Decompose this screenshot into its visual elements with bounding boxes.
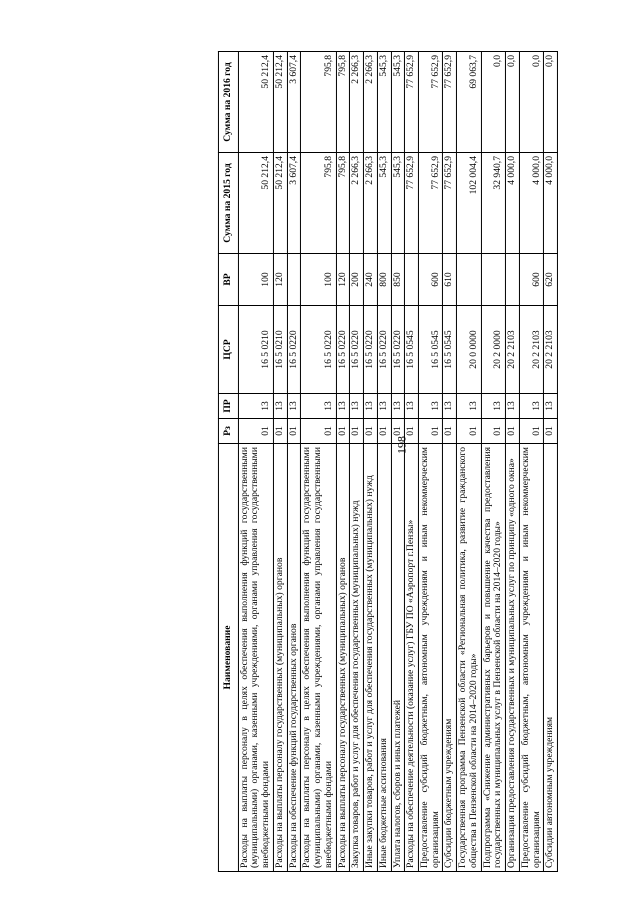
table-row [519, 52, 543, 872]
cell-csr: 16 5 0220 [287, 306, 301, 394]
cell-sum-2016: 0,0 [481, 52, 505, 153]
cell-csr: 20 0 0000 [457, 306, 481, 394]
cell-sum-2016: 50 212,4 [273, 52, 287, 153]
cell-rz: 01 [287, 419, 301, 444]
cell-sum-2016: 545,3 [391, 52, 405, 153]
header-vr: ВР [218, 254, 238, 306]
header-sum-2016: Сумма на 2016 год [218, 52, 238, 153]
cell-sum-2015: 50 212,4 [273, 153, 287, 254]
cell-rz: 01 [364, 419, 378, 444]
cell-csr: 16 5 0220 [350, 306, 364, 394]
cell-pr: 13 [481, 394, 505, 419]
cell-rz: 01 [273, 419, 287, 444]
cell-sum-2016: 3 607,4 [287, 52, 301, 153]
cell-rz: 01 [506, 419, 520, 444]
table-row [391, 52, 405, 872]
cell-rz: 01 [336, 419, 350, 444]
cell-pr: 13 [405, 394, 419, 419]
cell-rz: 01 [457, 419, 481, 444]
cell-pr: 13 [336, 394, 350, 419]
cell-csr: 20 2 2103 [544, 306, 558, 394]
cell-vr: 100 [301, 254, 336, 306]
cell-vr: 600 [519, 254, 543, 306]
cell-sum-2015: 77 652,9 [418, 153, 442, 254]
cell-vr: 850 [391, 254, 405, 306]
cell-sum-2016: 0,0 [544, 52, 558, 153]
cell-name: Уплата налогов, сборов и иных платежей [391, 444, 405, 872]
cell-sum-2015: 795,8 [301, 153, 336, 254]
cell-name: Иные закупки товаров, работ и услуг для обеспечения государственных (муниципальных) нужд [364, 444, 378, 872]
cell-vr [457, 254, 481, 306]
cell-csr: 16 5 0210 [238, 306, 273, 394]
cell-sum-2015: 545,3 [377, 153, 391, 254]
cell-vr: 120 [273, 254, 287, 306]
cell-rz: 01 [301, 419, 336, 444]
cell-pr: 13 [350, 394, 364, 419]
cell-name: Расходы на обеспечение функций государственных органов [287, 444, 301, 872]
cell-pr: 13 [443, 394, 457, 419]
cell-csr: 16 5 0220 [301, 306, 336, 394]
header-name: Наименование [218, 444, 238, 872]
table-row [377, 52, 391, 872]
cell-rz: 01 [481, 419, 505, 444]
cell-rz: 01 [377, 419, 391, 444]
cell-csr: 16 5 0220 [391, 306, 405, 394]
cell-csr: 20 2 2103 [506, 306, 520, 394]
cell-sum-2016: 77 652,9 [418, 52, 442, 153]
table-row [350, 52, 364, 872]
header-pr: ПР [218, 394, 238, 419]
header-rz: Рз [218, 419, 238, 444]
cell-name: Иные бюджетные ассигнования [377, 444, 391, 872]
table-row [443, 52, 457, 872]
table-row [506, 52, 520, 872]
cell-csr: 16 5 0545 [405, 306, 419, 394]
cell-pr: 13 [418, 394, 442, 419]
cell-csr: 16 5 0210 [273, 306, 287, 394]
cell-name: Расходы на обеспечение деятельности (оказание услуг) ГБУ ПО «Аэропорт г.Пензы» [405, 444, 419, 872]
cell-sum-2015: 545,3 [391, 153, 405, 254]
cell-rz: 01 [418, 419, 442, 444]
cell-sum-2015: 2 266,3 [364, 153, 378, 254]
cell-vr: 800 [377, 254, 391, 306]
cell-pr: 13 [273, 394, 287, 419]
cell-pr: 13 [301, 394, 336, 419]
cell-name: Закупка товаров, работ и услуг для обеспечения государственных (муниципальных) нужд [350, 444, 364, 872]
table-row [405, 52, 419, 872]
cell-pr: 13 [391, 394, 405, 419]
cell-sum-2015: 2 266,3 [350, 153, 364, 254]
cell-name: Расходы на выплаты персоналу в целях обеспечения выполнения функций государственными (муниципальными) органами, казенными учреждениями, органами управления государственными внебюджетными фондами [301, 444, 336, 872]
cell-sum-2015: 77 652,9 [405, 153, 419, 254]
cell-name: Субсидии бюджетным учреждениям [443, 444, 457, 872]
cell-sum-2015: 3 607,4 [287, 153, 301, 254]
cell-sum-2015: 4 000,0 [506, 153, 520, 254]
table-row [481, 52, 505, 872]
cell-pr: 13 [457, 394, 481, 419]
cell-name: Расходы на выплаты персоналу государственных (муниципальных) органов [273, 444, 287, 872]
cell-sum-2016: 2 266,3 [350, 52, 364, 153]
cell-sum-2016: 795,8 [301, 52, 336, 153]
cell-sum-2016: 795,8 [336, 52, 350, 153]
cell-sum-2015: 77 652,9 [443, 153, 457, 254]
table-row [273, 52, 287, 872]
cell-sum-2016: 50 212,4 [238, 52, 273, 153]
cell-vr: 610 [443, 254, 457, 306]
cell-rz: 01 [443, 419, 457, 444]
table-body [238, 52, 557, 872]
cell-vr: 120 [336, 254, 350, 306]
cell-vr [506, 254, 520, 306]
cell-sum-2015: 4 000,0 [519, 153, 543, 254]
budget-table [218, 51, 558, 872]
cell-sum-2016: 545,3 [377, 52, 391, 153]
cell-vr [481, 254, 505, 306]
table-row [238, 52, 273, 872]
table-row [418, 52, 442, 872]
cell-sum-2015: 795,8 [336, 153, 350, 254]
cell-sum-2016: 77 652,9 [443, 52, 457, 153]
cell-sum-2016: 0,0 [519, 52, 543, 153]
cell-name: Организация предоставления государственных и муниципальных услуг по принципу «одного окна» [506, 444, 520, 872]
table-row [544, 52, 558, 872]
cell-sum-2016: 77 652,9 [405, 52, 419, 153]
cell-rz: 01 [544, 419, 558, 444]
cell-sum-2015: 4 000,0 [544, 153, 558, 254]
cell-sum-2015: 50 212,4 [238, 153, 273, 254]
cell-vr [405, 254, 419, 306]
cell-sum-2016: 0,0 [506, 52, 520, 153]
header-sum-2015: Сумма на 2015 год [218, 153, 238, 254]
cell-name: Расходы на выплаты персоналу государственных (муниципальных) органов [336, 444, 350, 872]
cell-pr: 13 [544, 394, 558, 419]
cell-name: Предоставление субсидий бюджетным, автономным учреждениям и иным некоммерческим организациям [418, 444, 442, 872]
cell-vr: 240 [364, 254, 378, 306]
cell-rz: 01 [519, 419, 543, 444]
cell-vr: 620 [544, 254, 558, 306]
table-header-row [218, 52, 238, 872]
cell-sum-2016: 69 063,7 [457, 52, 481, 153]
cell-csr: 20 2 2103 [519, 306, 543, 394]
cell-csr: 16 5 0545 [418, 306, 442, 394]
cell-csr: 16 5 0220 [336, 306, 350, 394]
cell-csr: 20 2 0000 [481, 306, 505, 394]
cell-vr: 600 [418, 254, 442, 306]
cell-pr: 13 [287, 394, 301, 419]
cell-rz: 01 [405, 419, 419, 444]
cell-csr: 16 5 0545 [443, 306, 457, 394]
cell-vr: 100 [238, 254, 273, 306]
table-row [287, 52, 301, 872]
cell-name: Государственная программа Пензенской области «Региональная политика, развитие гражданского общества в Пензенской области на 2014–2020 годы» [457, 444, 481, 872]
cell-csr: 16 5 0220 [364, 306, 378, 394]
cell-name: Субсидии автономным учреждениям [544, 444, 558, 872]
table-row [364, 52, 378, 872]
cell-pr: 13 [238, 394, 273, 419]
cell-name: Подпрограмма «Снижение административных барьеров и повышение качества предоставления государственных и муниципальных услуг в Пензенской области на 2014–2020 годы» [481, 444, 505, 872]
cell-sum-2015: 32 940,7 [481, 153, 505, 254]
cell-rz: 01 [350, 419, 364, 444]
cell-rz: 01 [391, 419, 405, 444]
cell-pr: 13 [519, 394, 543, 419]
cell-sum-2015: 102 004,4 [457, 153, 481, 254]
cell-sum-2016: 2 266,3 [364, 52, 378, 153]
page-number: 198 [394, 436, 409, 454]
table-row [457, 52, 481, 872]
cell-pr: 13 [377, 394, 391, 419]
cell-rz: 01 [238, 419, 273, 444]
cell-name: Расходы на выплаты персоналу в целях обеспечения выполнения функций государственными (муниципальными) органами, казенными учреждениями, органами управления государственными внебюджетными фондами [238, 444, 273, 872]
cell-vr: 200 [350, 254, 364, 306]
table-row [301, 52, 336, 872]
table-row [336, 52, 350, 872]
rotated-table-wrapper [218, 52, 558, 872]
cell-pr: 13 [506, 394, 520, 419]
header-csr: ЦСР [218, 306, 238, 394]
cell-name: Предоставление субсидий бюджетным, автономным учреждениям и иным некоммерческим организациям [519, 444, 543, 872]
cell-vr [287, 254, 301, 306]
cell-pr: 13 [364, 394, 378, 419]
cell-csr: 16 5 0220 [377, 306, 391, 394]
